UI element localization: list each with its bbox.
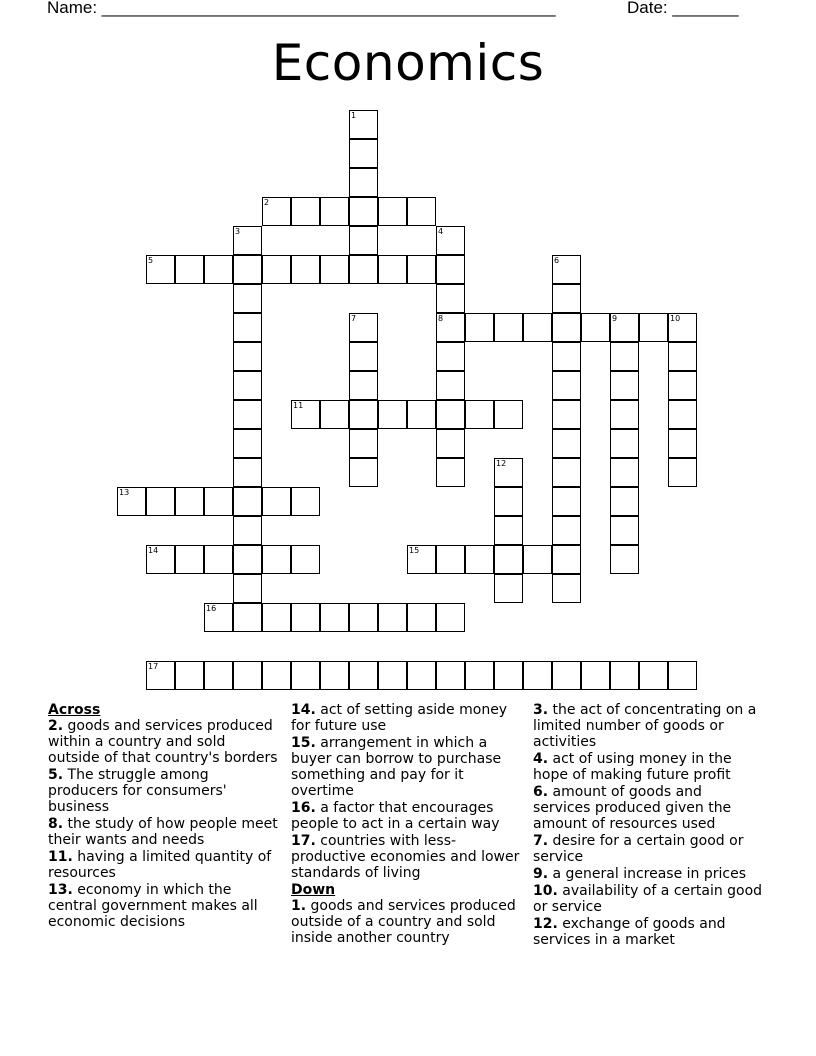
crossword-cell[interactable]: [552, 429, 581, 458]
clue-across-5: 5. The struggle among producers for consumers' business: [48, 767, 227, 815]
clue-number: 3: [235, 227, 241, 236]
crossword-cell[interactable]: [233, 371, 262, 400]
crossword-cell[interactable]: [436, 603, 465, 632]
crossword-cell[interactable]: [262, 255, 291, 284]
crossword-cell[interactable]: [552, 284, 581, 313]
crossword-cell[interactable]: [378, 255, 407, 284]
clue-number: 2: [264, 198, 270, 207]
crossword-cell[interactable]: [552, 371, 581, 400]
crossword-cell[interactable]: [204, 661, 233, 690]
clue-number: 7: [351, 314, 357, 323]
crossword-cell[interactable]: [262, 545, 291, 574]
crossword-cell[interactable]: [436, 313, 465, 342]
crossword-cell[interactable]: [146, 487, 175, 516]
crossword-cell[interactable]: [610, 313, 639, 342]
crossword-cell[interactable]: [436, 284, 465, 313]
crossword-cell[interactable]: [523, 661, 552, 690]
crossword-cell[interactable]: [407, 545, 436, 574]
clue-number: 12: [496, 459, 507, 468]
crossword-cell[interactable]: [117, 487, 146, 516]
crossword-cell[interactable]: [610, 371, 639, 400]
clue-number: 8: [438, 314, 444, 323]
crossword-cell[interactable]: [291, 255, 320, 284]
crossword-cell[interactable]: [436, 255, 465, 284]
down-heading: Down: [291, 882, 336, 898]
clue-across-13: 13. economy in which the central government makes all economic decisions: [48, 882, 258, 930]
crossword-cell[interactable]: [668, 400, 697, 429]
crossword-cell[interactable]: [291, 487, 320, 516]
crossword-cell[interactable]: [610, 342, 639, 371]
crossword-cell[interactable]: [552, 313, 581, 342]
crossword-cell[interactable]: [349, 255, 378, 284]
clue-number: 10: [670, 314, 681, 323]
crossword-cell[interactable]: [436, 400, 465, 429]
crossword-cell[interactable]: [320, 255, 349, 284]
crossword-cell[interactable]: [175, 661, 204, 690]
crossword-cell[interactable]: [233, 661, 262, 690]
crossword-cell[interactable]: [146, 255, 175, 284]
clue-number: 13: [119, 488, 130, 497]
clue-number: 9: [612, 314, 618, 323]
crossword-cell[interactable]: [175, 255, 204, 284]
crossword-cell[interactable]: [494, 661, 523, 690]
crossword-cell[interactable]: [407, 603, 436, 632]
clue-across-11: 11. having a limited quantity of resources: [48, 849, 272, 881]
clue-down-12: 12. exchange of goods and services in a market: [533, 916, 726, 948]
crossword-cell[interactable]: [262, 197, 291, 226]
crossword-cell[interactable]: [349, 400, 378, 429]
clue-column-1: [48, 702, 278, 931]
clue-number: 6: [554, 256, 560, 265]
crossword-cell[interactable]: [494, 458, 523, 487]
crossword-cell[interactable]: [378, 400, 407, 429]
crossword-cell[interactable]: [349, 603, 378, 632]
crossword-cell[interactable]: [146, 545, 175, 574]
clue-number: 5: [148, 256, 154, 265]
crossword-cell[interactable]: [610, 545, 639, 574]
crossword-cell[interactable]: [639, 313, 668, 342]
crossword-cell[interactable]: [378, 197, 407, 226]
clue-down-7: 7. desire for a certain good or service: [533, 833, 744, 865]
crossword-cell[interactable]: [436, 226, 465, 255]
crossword-cell[interactable]: [291, 661, 320, 690]
crossword-cell[interactable]: [349, 313, 378, 342]
crossword-cell[interactable]: [146, 661, 175, 690]
clue-across-2: 2. goods and services produced within a country and sold outside of that country's borders: [48, 718, 278, 766]
crossword-cell[interactable]: [465, 313, 494, 342]
crossword-cell[interactable]: [233, 255, 262, 284]
crossword-cell[interactable]: [233, 313, 262, 342]
crossword-cell[interactable]: [407, 197, 436, 226]
crossword-cell[interactable]: [349, 458, 378, 487]
crossword-cell[interactable]: [291, 197, 320, 226]
clue-across-14: 14. act of setting aside money for future use: [291, 702, 508, 734]
crossword-cell[interactable]: [175, 545, 204, 574]
crossword-cell[interactable]: [349, 342, 378, 371]
crossword-cell[interactable]: [494, 516, 523, 545]
crossword-cell[interactable]: [262, 487, 291, 516]
clue-number: 16: [206, 604, 217, 613]
crossword-cell[interactable]: [233, 226, 262, 255]
crossword-cell[interactable]: [291, 545, 320, 574]
crossword-cell[interactable]: [378, 661, 407, 690]
crossword-cell[interactable]: [610, 429, 639, 458]
clue-down-9: 9. a general increase in prices: [533, 866, 747, 882]
crossword-cell[interactable]: [552, 342, 581, 371]
crossword-cell[interactable]: [552, 545, 581, 574]
crossword-cell[interactable]: [349, 139, 378, 168]
clue-down-4: 4. act of using money in the hope of making future profit: [533, 751, 732, 783]
crossword-cell[interactable]: [378, 603, 407, 632]
crossword-cell[interactable]: [233, 342, 262, 371]
crossword-cell[interactable]: [175, 487, 204, 516]
crossword-cell[interactable]: [436, 371, 465, 400]
clue-down-1: 1. goods and services produced outside of a country and sold inside another country: [291, 898, 516, 946]
crossword-cell[interactable]: [610, 487, 639, 516]
crossword-cell[interactable]: [320, 603, 349, 632]
crossword-cell[interactable]: [668, 313, 697, 342]
crossword-cell[interactable]: [204, 487, 233, 516]
clue-column-3: [533, 702, 763, 949]
crossword-cell[interactable]: [349, 429, 378, 458]
clue-down-6: 6. amount of goods and services produced given the amount of resources used: [533, 784, 732, 832]
crossword-cell[interactable]: [233, 487, 262, 516]
crossword-cell[interactable]: [668, 342, 697, 371]
clue-number: 14: [148, 546, 159, 555]
crossword-cell[interactable]: [233, 400, 262, 429]
crossword-cell[interactable]: [610, 661, 639, 690]
crossword-cell[interactable]: [552, 458, 581, 487]
crossword-cell[interactable]: [233, 458, 262, 487]
crossword-cell[interactable]: [349, 226, 378, 255]
crossword-cell[interactable]: [407, 255, 436, 284]
crossword-cell[interactable]: [204, 545, 233, 574]
clue-down-10: 10. availability of a certain good or service: [533, 883, 763, 915]
crossword-cell[interactable]: [581, 313, 610, 342]
crossword-cell[interactable]: [436, 545, 465, 574]
crossword-cell[interactable]: [436, 458, 465, 487]
crossword-cell[interactable]: [204, 255, 233, 284]
crossword-cell[interactable]: [610, 458, 639, 487]
crossword-cell[interactable]: [436, 429, 465, 458]
crossword-cell[interactable]: [465, 400, 494, 429]
crossword-cell[interactable]: [610, 516, 639, 545]
crossword-cell[interactable]: [552, 487, 581, 516]
crossword-cell[interactable]: [436, 661, 465, 690]
crossword-cell[interactable]: [494, 313, 523, 342]
crossword-cell[interactable]: [465, 661, 494, 690]
crossword-cell[interactable]: [581, 661, 610, 690]
crossword-cell[interactable]: [233, 429, 262, 458]
crossword-cell[interactable]: [320, 197, 349, 226]
crossword-cell[interactable]: [320, 400, 349, 429]
crossword-cell[interactable]: [204, 603, 233, 632]
crossword-cell[interactable]: [668, 661, 697, 690]
crossword-cell[interactable]: [552, 255, 581, 284]
crossword-cell[interactable]: [407, 400, 436, 429]
crossword-cell[interactable]: [610, 400, 639, 429]
clue-column-2: [291, 702, 521, 947]
clue-across-17: 17. countries with less-productive economies and lower standards of living: [291, 833, 520, 881]
crossword-cell[interactable]: [349, 197, 378, 226]
crossword-cell[interactable]: [668, 458, 697, 487]
crossword-cell[interactable]: [233, 284, 262, 313]
page-title: Economics: [271, 34, 545, 92]
crossword-cell[interactable]: [291, 400, 320, 429]
clue-down-3: 3. the act of concentrating on a limited number of goods or activities: [533, 702, 757, 750]
crossword-cell[interactable]: [233, 574, 262, 603]
crossword-cell[interactable]: [552, 661, 581, 690]
crossword-cell[interactable]: [552, 574, 581, 603]
clue-number: 15: [409, 546, 420, 555]
date-field-label: Date: _______: [627, 0, 739, 17]
crossword-cell[interactable]: [465, 545, 494, 574]
crossword-cell[interactable]: [262, 603, 291, 632]
crossword-cell[interactable]: [552, 516, 581, 545]
across-heading: Across: [48, 702, 101, 718]
clue-across-16: 16. a factor that encourages people to act in a certain way: [291, 800, 500, 832]
crossword-cell[interactable]: [349, 371, 378, 400]
crossword-cell[interactable]: [349, 110, 378, 139]
crossword-cell[interactable]: [668, 429, 697, 458]
crossword-cell[interactable]: [639, 661, 668, 690]
crossword-cell[interactable]: [494, 574, 523, 603]
crossword-cell[interactable]: [349, 661, 378, 690]
clue-across-8: 8. the study of how people meet their wants and needs: [48, 816, 278, 848]
clue-number: 11: [293, 401, 304, 410]
name-field-label: Name: ________________________________________________: [47, 0, 556, 17]
crossword-cell[interactable]: [407, 661, 436, 690]
crossword-cell[interactable]: [291, 603, 320, 632]
crossword-cell[interactable]: [320, 661, 349, 690]
clue-number: 4: [438, 227, 444, 236]
crossword-cell[interactable]: [494, 545, 523, 574]
crossword-cell[interactable]: [233, 516, 262, 545]
clue-number: 17: [148, 662, 159, 671]
clue-number: 1: [351, 111, 357, 120]
crossword-cell[interactable]: [494, 487, 523, 516]
crossword-cell[interactable]: [552, 400, 581, 429]
crossword-cell[interactable]: [523, 313, 552, 342]
crossword-cell[interactable]: [233, 545, 262, 574]
crossword-cell[interactable]: [233, 603, 262, 632]
crossword-cell[interactable]: [494, 400, 523, 429]
crossword-cell[interactable]: [349, 168, 378, 197]
crossword-cell[interactable]: [436, 342, 465, 371]
crossword-cell[interactable]: [668, 371, 697, 400]
crossword-cell[interactable]: [523, 545, 552, 574]
clue-across-15: 15. arrangement in which a buyer can borrow to purchase something and pay for it overtime: [291, 735, 502, 799]
crossword-cell[interactable]: [262, 661, 291, 690]
